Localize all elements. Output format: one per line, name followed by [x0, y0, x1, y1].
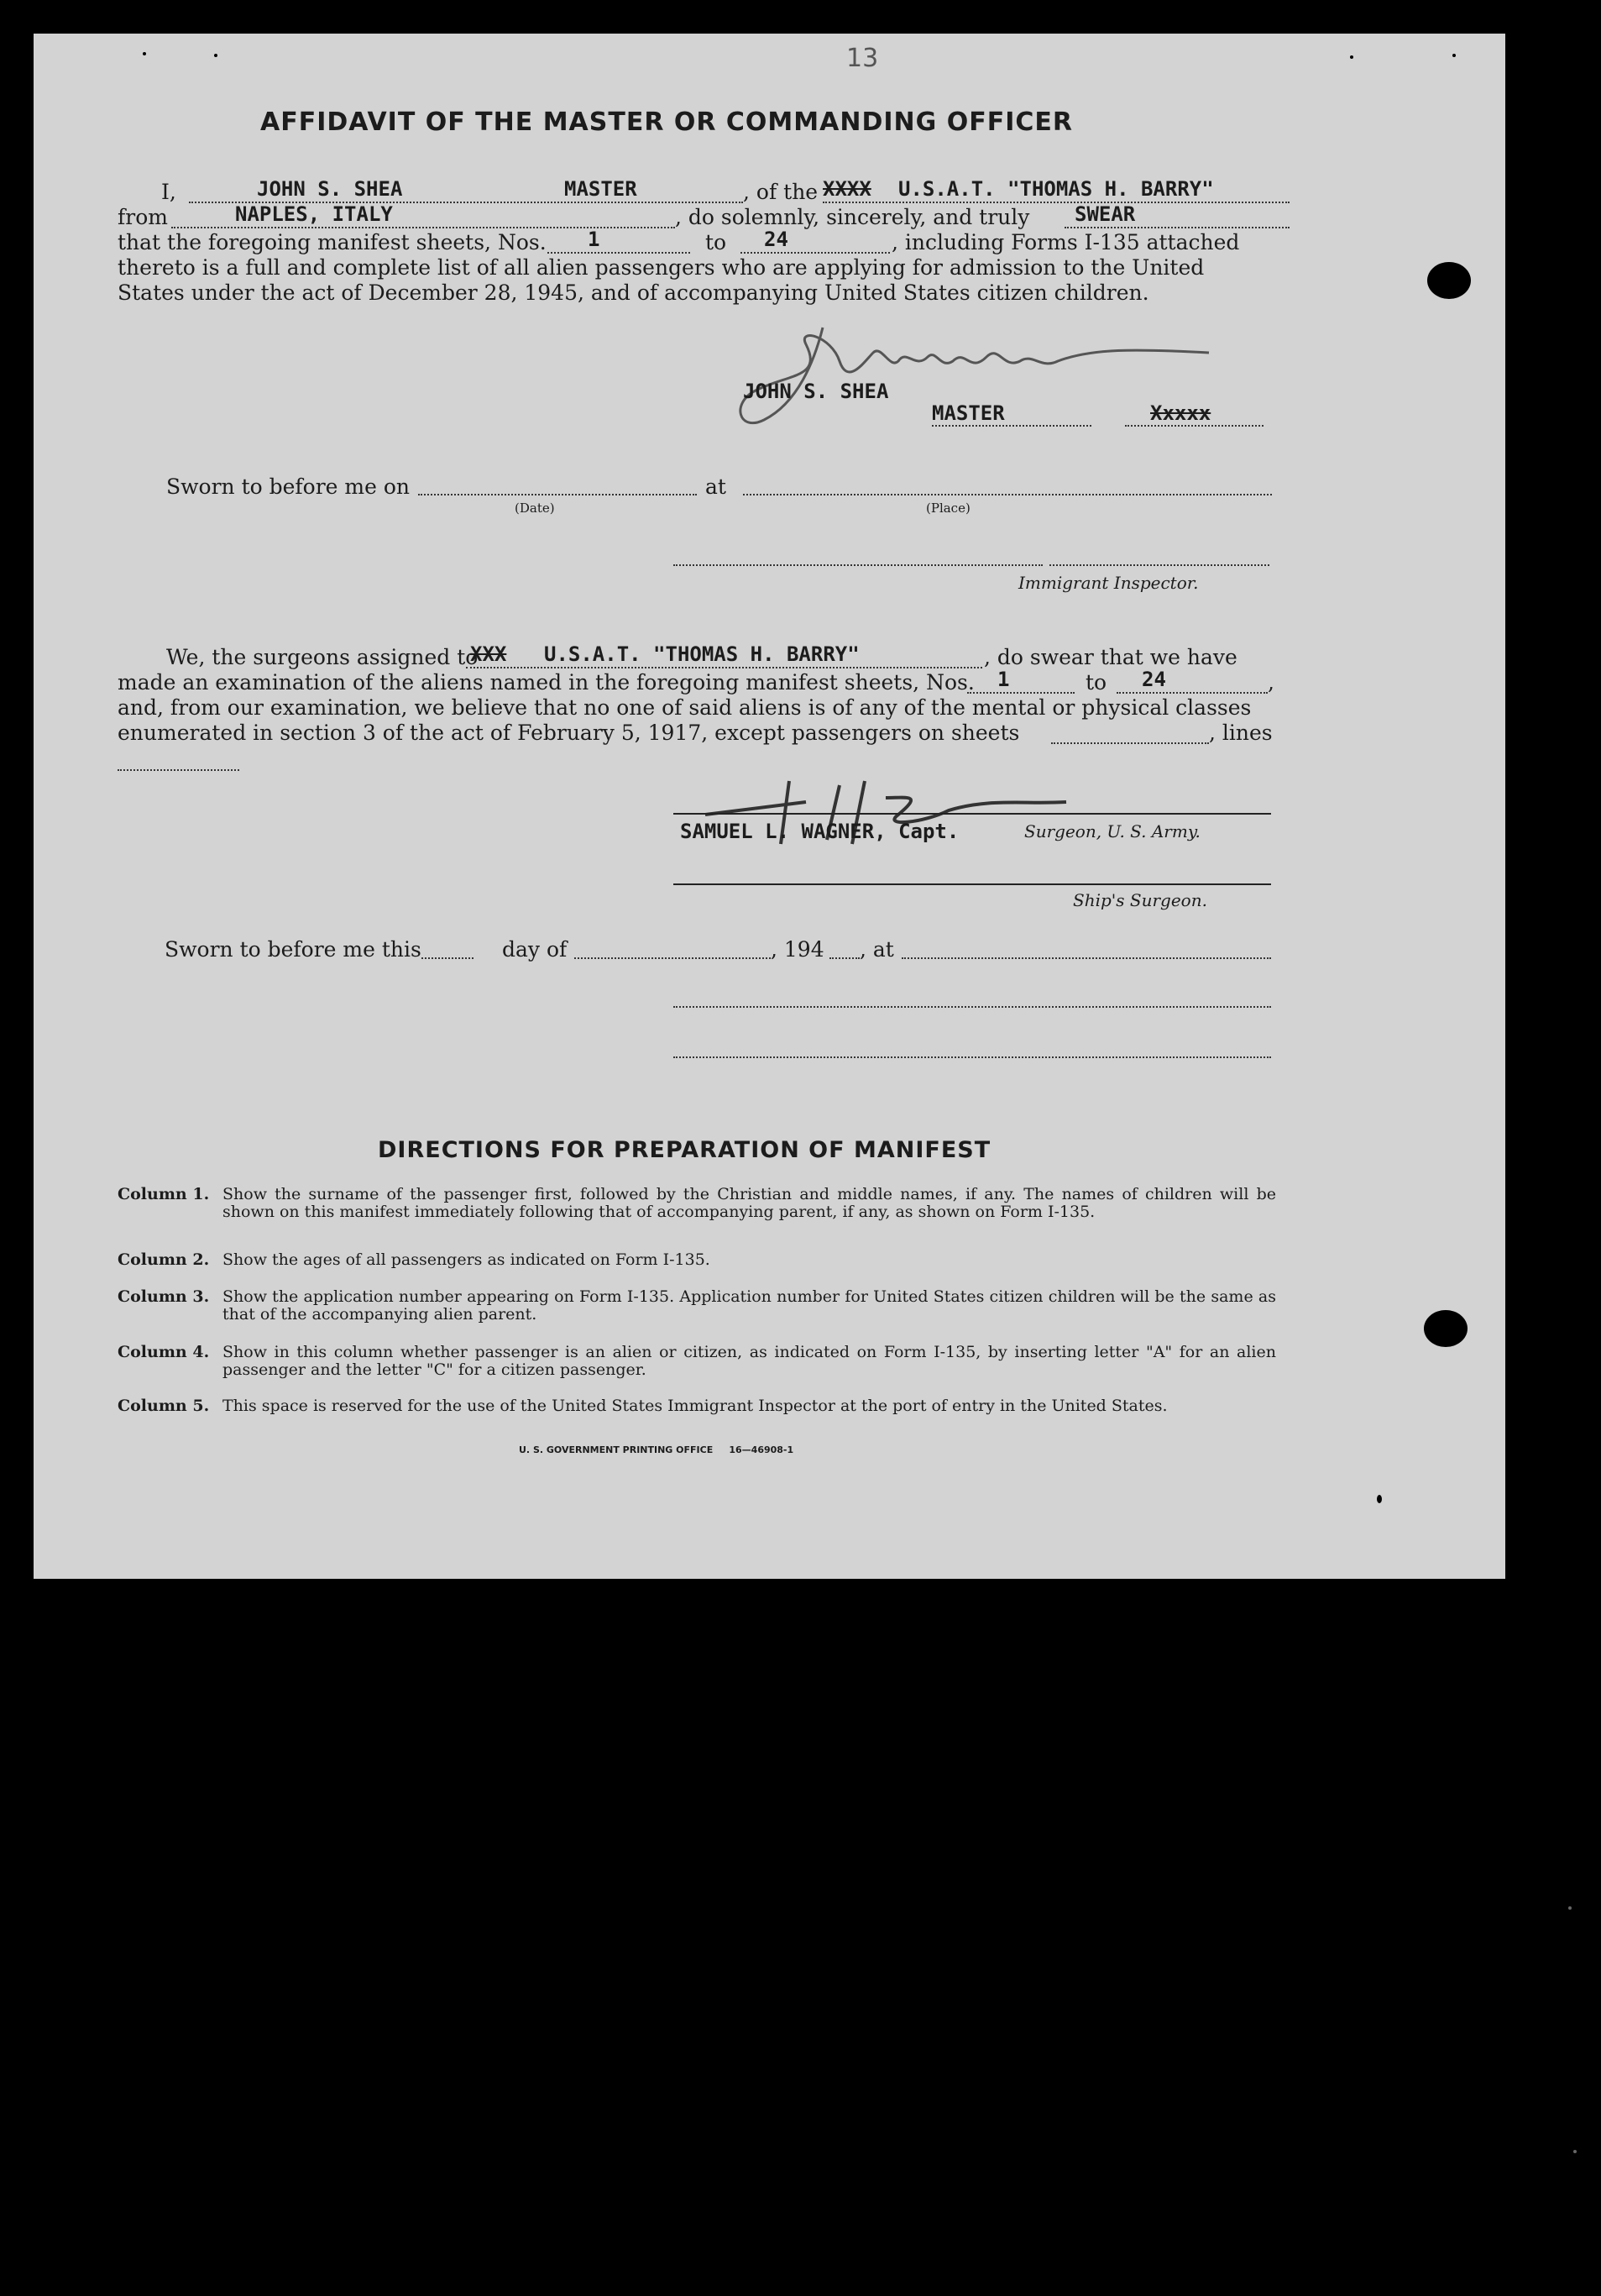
- direction-label: Column 4.: [118, 1343, 210, 1361]
- master-name: JOHN S. SHEA: [257, 177, 403, 201]
- to-label: to: [705, 230, 727, 254]
- direction-label: Column 5.: [118, 1397, 210, 1415]
- direction-label: Column 1.: [118, 1185, 210, 1203]
- direction-item: [118, 1288, 1276, 1325]
- master-rank: MASTER: [564, 177, 637, 201]
- speck: [1350, 55, 1353, 59]
- at-label: , at: [860, 937, 894, 962]
- page-number: 13: [846, 44, 879, 73]
- inspector-signature-blank: [1049, 564, 1269, 566]
- oath-word: SWEAR: [1075, 202, 1136, 226]
- direction-label: Column 2.: [118, 1250, 210, 1269]
- surgeon-text: made an examination of the aliens named in the foregoing manifest sheets, Nos.: [118, 670, 975, 695]
- day-of-label: day of: [502, 937, 568, 962]
- ships-surgeon-caption: Ship's Surgeon.: [1073, 890, 1207, 910]
- year-blank: [829, 957, 860, 959]
- speck: [1568, 1906, 1572, 1910]
- signer-title-blank: [932, 425, 1091, 427]
- direction-text: Show the surname of the passenger first, followed by the Christian and middle names, if any. The names of children will be shown on this manifest immediately following that of accompanying parent, if any, as shown on Form I-135.: [222, 1185, 1276, 1221]
- speck: [143, 52, 146, 55]
- oath-blank: [1065, 227, 1290, 228]
- surgeon-text: enumerated in section 3 of the act of February 5, 1917, except passengers on sheets: [118, 721, 1020, 745]
- surgeon-text: , do swear that we have: [984, 645, 1237, 669]
- ships-surgeon-line: [673, 883, 1271, 885]
- sheet-to: 24: [764, 228, 788, 251]
- date-blank: [418, 494, 697, 495]
- struck-text: XXX: [470, 642, 507, 666]
- forms-text: , including Forms I-135 attached: [892, 230, 1240, 254]
- affidavit-text-line: thereto is a full and complete list of all alien passengers who are applying for admission to the United: [118, 255, 1205, 280]
- day-blank: [421, 957, 473, 959]
- direction-text: Show in this column whether passenger is an alien or citizen, as indicated on Form I-135, by inserting letter "A" for an alien passenger and the letter "C" for a citizen passenger.: [222, 1343, 1276, 1379]
- surgeon-sheet-from: 1: [997, 668, 1010, 691]
- from-label: from: [118, 205, 168, 229]
- signature-blank: [673, 1006, 1271, 1008]
- year-label: , 194: [771, 937, 824, 962]
- port-of-departure: NAPLES, ITALY: [235, 202, 393, 226]
- direction-item: [118, 1186, 1276, 1241]
- direction-text: Show the ages of all passengers as indicated on Form I-135.: [222, 1250, 710, 1269]
- manifest-text: that the foregoing manifest sheets, Nos.: [118, 230, 547, 254]
- direction-label: Column 3.: [118, 1287, 210, 1306]
- direction-item: [118, 1397, 1276, 1434]
- struck-text: Xxxxx: [1150, 401, 1211, 425]
- oath-text: , do solemnly, sincerely, and truly: [675, 205, 1030, 229]
- surgeon-text: We, the surgeons assigned to: [166, 645, 479, 669]
- at-label: at: [705, 474, 726, 499]
- lines-blank: [118, 769, 239, 771]
- punch-hole: [1427, 262, 1471, 299]
- direction-text: Show the application number appearing on Form I-135. Application number for United States citizen children will be the same as that of the accompanying alien parent.: [222, 1287, 1276, 1324]
- surgeon-text: , lines: [1209, 721, 1273, 745]
- struck-text: XXXX: [823, 177, 871, 201]
- date-caption: (Date): [515, 501, 555, 516]
- surgeon-signature-line: [673, 813, 1271, 815]
- surgeon-vessel-name: U.S.A.T. "THOMAS H. BARRY": [544, 642, 860, 666]
- punch-hole: [1424, 1310, 1468, 1347]
- inspector-caption: Immigrant Inspector.: [1018, 573, 1199, 593]
- sheet-to-blank: [740, 252, 890, 254]
- direction-text: This space is reserved for the use of the United States Immigrant Inspector at the port of entry in the United States.: [222, 1397, 1168, 1415]
- signer-struck-blank: [1125, 425, 1264, 427]
- inspector-signature-blank: [673, 564, 1043, 566]
- place-blank: [743, 494, 1272, 495]
- affidavit-text-line: States under the act of December 28, 1945, and of accompanying United States citizen children.: [118, 280, 1149, 305]
- direction-item: [118, 1251, 1276, 1271]
- surgeon-vessel-blank: [466, 667, 982, 668]
- surgeon-name: SAMUEL L. WAGNER, Capt.: [680, 820, 960, 843]
- directions-title: DIRECTIONS FOR PREPARATION OF MANIFEST: [378, 1137, 991, 1163]
- vessel-name: U.S.A.T. "THOMAS H. BARRY": [898, 177, 1214, 201]
- master-signer-name: JOHN S. SHEA: [743, 380, 889, 403]
- place-blank: [902, 957, 1271, 959]
- affidavit-title: AFFIDAVIT OF THE MASTER OR COMMANDING OFFICER: [260, 107, 1073, 137]
- surgeon-text: and, from our examination, we believe that no one of said aliens is of any of the mental or physical classes: [118, 695, 1252, 720]
- surgeon-sheet-from-blank: [967, 692, 1075, 694]
- vessel-blank: [823, 202, 1290, 203]
- signature-blank: [673, 1056, 1271, 1058]
- surgeon-text: ,: [1268, 670, 1274, 695]
- speck: [214, 54, 217, 57]
- speck: [1573, 2150, 1577, 2153]
- place-caption: (Place): [926, 501, 971, 516]
- affidavit-lead: I,: [161, 180, 176, 204]
- form-sheet: [34, 34, 1505, 1579]
- speck: [1377, 1495, 1382, 1503]
- surgeon-caption: Surgeon, U. S. Army.: [1024, 821, 1201, 841]
- printer-imprint: U. S. GOVERNMENT PRINTING OFFICE 16—46908-1: [519, 1444, 794, 1455]
- direction-item: [118, 1344, 1276, 1381]
- except-sheets-blank: [1051, 742, 1209, 744]
- month-blank: [574, 957, 771, 959]
- sheet-from-blank: [547, 252, 690, 254]
- surgeon-sheet-to-blank: [1117, 692, 1268, 694]
- sheet-from: 1: [588, 228, 600, 251]
- surgeon-sheet-to: 24: [1142, 668, 1166, 691]
- to-label: to: [1086, 670, 1107, 695]
- speck: [1452, 54, 1456, 57]
- master-signer-title: MASTER: [932, 401, 1005, 425]
- sworn-label: Sworn to before me on: [166, 474, 411, 499]
- of-the-label: , of the: [743, 180, 819, 204]
- sworn-label: Sworn to before me this: [165, 937, 421, 962]
